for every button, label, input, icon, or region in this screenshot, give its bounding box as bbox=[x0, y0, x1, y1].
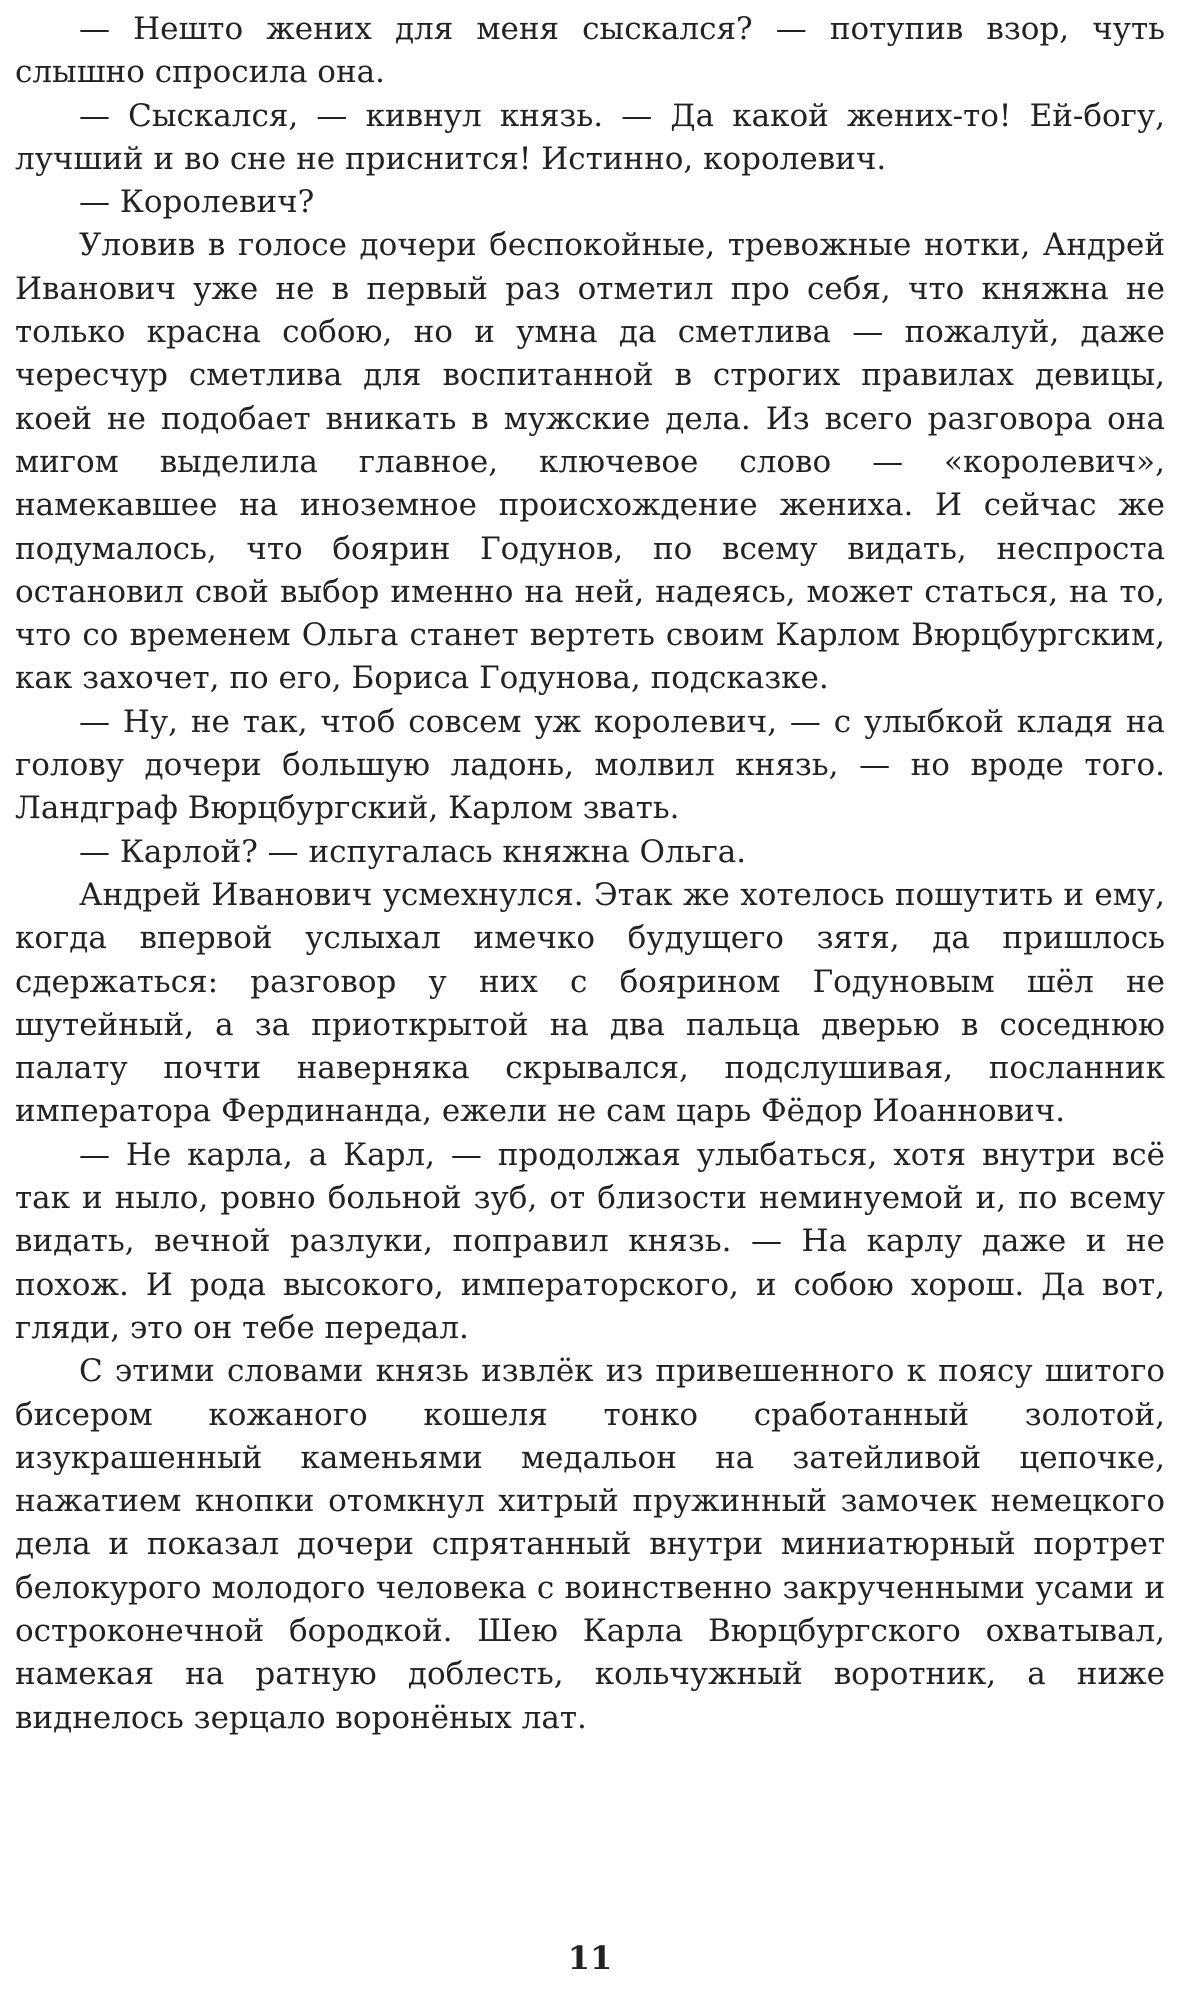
paragraph: — Карлой? — испугалась княжна Ольга. bbox=[79, 833, 747, 870]
paragraph: — Ну, не так, чтоб совсем уж королевич, — с улыбкой кладя на голову дочери большую ладонь, молвил князь, — но вроде того. Ландграф Вюрцбургский, Карлом звать. bbox=[15, 703, 1165, 827]
paragraph: — Сыскался, — кивнул князь. — Да какой жених-то! Ей-богу, лучший и во сне не приснится! Истинно, королевич. bbox=[15, 97, 1165, 177]
paragraph: — Нешто жених для меня сыскался? — потупив взор, чуть слышно спросила она. bbox=[15, 11, 1165, 91]
book-page bbox=[15, 0, 1165, 2000]
paragraph: Уловив в голосе дочери беспокойные, тревожные нотки, Андрей Иванович уже не в первый раз отметил про себя, что княжна не только красна собою, но и умна да сметлива — пожалуй, даже чересчур сметлива для воспитанной в строгих правилах девицы, коей не подобает вникать в мужские дела. Из всего разговора она мигом выделила главное, ключевое слово — «королевич», намекавшее на иноземное происхождение жениха. И сейчас же подумалось, что боярин Годунов, по всему видать, неспроста остановил свой выбор именно на ней, надеясь, может статься, на то, что со временем Ольга станет вертеть своим Карлом Вюрцбургским, как захочет, по его, Бориса Годунова, подсказке. bbox=[15, 227, 1165, 697]
paragraph: — Королевич? bbox=[79, 184, 315, 221]
paragraph: — Не карла, а Карл, — продолжая улыбаться, хотя внутри всё так и ныло, ровно больной зуб, от близости неминуемой и, по всему видать, вечной разлуки, поправил князь. — На карлу даже и не похож. И рода высокого, императорского, и собою хорош. Да вот, гляди, это он тебе передал. bbox=[15, 1136, 1165, 1346]
paragraph: С этими словами князь извлёк из привешенного к поясу шитого бисером кожаного кошеля тонко сработанный золотой, изукрашенный каменьями медальон на затейливой цепочке, нажатием кнопки отомкнул хитрый пружинный замочек немецкого дела и показал дочери спрятанный внутри миниатюрный портрет белокурого молодого человека с воинственно закрученными усами и остроконечной бородкой. Шею Карла Вюрцбургского охватывал, намекая на ратную доблесть, кольчужный воротник, а ниже виднелось зерцало воронёных лат. bbox=[15, 1353, 1165, 1736]
page-number: 11 bbox=[567, 1939, 613, 1977]
paragraph: Андрей Иванович усмехнулся. Этак же хотелось пошутить и ему, когда впервой услыхал имечко будущего зятя, да пришлось сдержаться: разговор у них с боярином Годуновым шёл не шутейный, а за приоткрытой на два пальца дверью в соседнюю палату почти наверняка скрывался, подслушивая, посланник императора Фердинанда, ежели не сам царь Фёдор Иоаннович. bbox=[15, 876, 1165, 1130]
